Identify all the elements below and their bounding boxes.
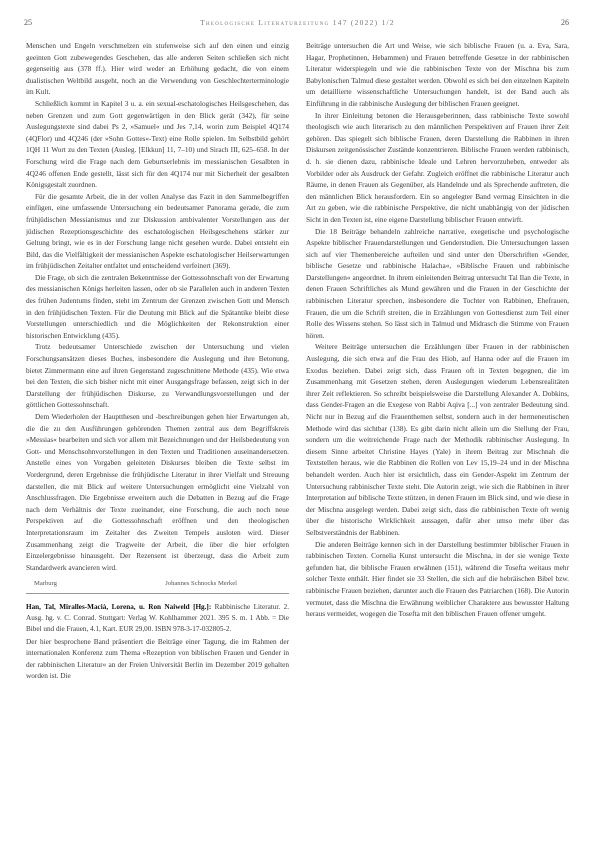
body-paragraph: Die Frage, ob sich die zentralen Bekenntnisse der Gottessohnschaft von der Erwartung des messianischen Königs herleiten lassen, oder ob sie Parallelen auch in anderen Texten des frühen Judentums finden, steht im Zentrum der Grenzen zwischen Gott und Mensch in den frühjüdischen Texten. Für die Deutung mit Blick auf die Spätantike bleibt diese Vorstellungen unterschiedlich und die Möglichkeiten der Rekonstruktion einer historischen Entwicklung (435).: [26, 272, 289, 340]
review-opening-paragraph: Der hier besprochene Band präsentiert die Beiträge einer Tagung, die im Rahmen der internationalen Konferenz zum Thema »Rezeption von biblischen Frauen und Gender in der rabbinischen Literatur« an der Freien Universität Berlin im Dezember 2019 gehalten worden ist. Die: [26, 636, 289, 681]
bibliographic-entry: [26, 602, 289, 636]
signature-name: Johannes Schnocks Merkel: [165, 580, 237, 588]
page-number-left: 25: [24, 18, 32, 27]
right-column: [306, 40, 569, 830]
body-paragraph: Menschen und Engeln verschmelzen ein stufenweise sich auf den einen und einzig geeinten Gott zubewegendes Geschehen, das alle anderen Seiten schließen sich nicht gegenseitig aus (378 ff.). Hier wird weder an Erhöhung gedacht, die von einem dualistischen Weltbild ausgeht, noch an die Verwendung von Geschlechterterminologie im Kult.: [26, 41, 289, 97]
body-paragraph: Dem Wiederholen der Hauptthesen und -beschreibungen gehen hier Erwartungen ab, die die zu den Ausführungen gehörenden Themen zentral aus dem Begriffskreis »Messias« bearbeiten und sich vor allem mit Bezeichnungen und der Heilsbedeutung von Gott- und Menschsohnvorstellungen in den Texten und Traditionen auseinandersetzen. Anstelle eines von Vorgaben geleiteten Diskurses bleiben die Texte selbst im Vordergrund, deren Ergebnisse die frühjüdische Literatur in ihrer Vielfalt und Streuung darstellen, die mit Blick auf weitere Untersuchungen ermöglicht eine Vielzahl von Anschlussfragen. Die Ergebnisse erweitern auch die Debatten in Bezug auf die Frage nach dem Verhältnis der Texte zueinander, eine Forschung, die auch noch neue Perspektiven auf die Gottessohnschaft eröffnen und den theologischen Interpretationsraum im Zeitalter des Zweiten Tempels ausloten wird. Dieser Zusammenhang zeigt die Tragweite der Arbeit, die über die hier erfolgten Einzelergebnisse hinausgeht. Der Rezensent ist überzeugt, dass die Arbeit zum Standardwerk avancieren wird.: [26, 412, 289, 572]
body-paragraph: Für die gesamte Arbeit, die in der vollen Analyse das Fazit in den Sammelbegriffen einfügen, eine umfassende Untersuchung ein bedeutsamer Panorama gerade, die zum frühjüdischen Messianismus und zur Diskussion ambivalenter Vorstellungen aus der jüdischen Rezeptionsgeschichte des eschatologischen Heilsgeschehens stärker zur Geltung bringt, wie es in der Forschung lange nicht gesehen wurde. Dabei entsteht ein Bild, das die Vielfältigkeit der messianischen Aspekte eschatologischer Heilserwartungen im frühjüdischen Zeitalter entfaltet und entscheidend verfeinert (369).: [26, 191, 289, 271]
body-paragraph: Trotz bedeutsamer Unterschiede zwischen der Untersuchung und vielen Forschungsansätzen dieses Buches, insbesondere die Auslegung und ihre Betonung, bietet Zimmermann eine auf ihren Gegenstand zugeschnittene Methode (435). Wie etwa bei den Texten, die sich bisher nicht mit einer Ausgangsfrage befassen, zeigt sich in der Darstellung der frühjüdischen Diskurse, zu Verwandlungsvorstellungen und der göttlichen Gottessohnschaft.: [26, 342, 289, 410]
signature-place: Marburg: [34, 580, 57, 588]
page-number-right: 26: [561, 18, 569, 27]
bibliographic-lead: Han, Tal, Miralles-Macià, Lorena, u. Ron Naiweld [Hg.]:: [26, 602, 212, 611]
section-divider: [26, 593, 289, 594]
body-paragraph: Die anderen Beiträge kennen sich in der Darstellung bestimmter biblischer Frauen in rabbinischen Texten. Cornelia Kunst untersucht die Mischna, in der sie wenige Texte gefunden hat, die biblische Frauen erwähnen (151), während die Tosefta weitaus mehr solcher Texte enthält. Hier findet sie 33 Stellen, die sich auf die hebräischen Bibel bzw. rabbinische Frauen beziehen, darunter auch die Frauen des Patriarchen (168). Die Autorin vermutet, dass die Mischna die Erwähnung weiblicher Charaktere aus bewusster Haltung heraus vermeidet, wogegen die Tosefta mit den biblischen Frauen offener umgeht.: [306, 539, 569, 619]
left-column: [26, 40, 289, 810]
bibliographic-details: Rabbinische Literatur. 2. Ausg. hg. v. C. Conrad. Stuttgart: Verlag W. Kohlhammer 2021. 395 S. m. 1 Abb. = Die Bibel und die Frauen, 4.1, Kart. EUR 29,00. ISBN 978-3-17-032805-2.: [26, 602, 289, 634]
body-paragraph: Die 18 Beiträge behandeln zahlreiche narrative, exegetische und psychologische Aspekte biblischer Frauendarstellungen und Genderstudien. Die Untersuchungen lassen sich auf vier Themenbereiche aufteilen und sind unter den Überschriften »Gender, biblische Gesetze und rabbinische Halacha«, »Biblische Frauen und rabbinische Darstellungen« angeordnet. In ihrem einleitenden Beitrag untersucht Tal Ilan die Texte, in denen Frauen Schriftliches als Mund gewähren und die Frauen in der Geschichte der rabbinischen Literatur sprechen, insbesondere die Tochter von Rabbinen, Ehefrauen, Frauen, die um die Schrift streiten, die in Erzählungen von Gottesdienst zum Teil einer Rolle des Wissens stehen. So lässt sich in Talmud und Midrasch die Stimme von Frauen hören.: [306, 226, 569, 340]
running-header-title: Theologische Literaturzeitung 147 (2022) 1/2: [200, 18, 395, 27]
body-paragraph: In ihrer Einleitung betonen die Herausgeberinnen, dass rabbinische Texte sowohl theologisch wie auch literarisch zu den männlichen Perspektiven auf Frauen ihrer Zeit gehören. Das spiegelt sich biblische Frauen, deren Darstellung die Rabbinen in ihren Diskursen zeitgenössischer Zustände konzentrieren. Biblische Frauen werden rabbinisch, d. h. sie dienen dazu, rabbinische Ideale und Lehren hervorzuheben, entweder als Vorbilder oder als Ausdruck der Gefahr. Zugleich eröffnet die rabbinische Literatur auch Räume, in denen Frauen als Gegenüber, als Handelnde und als Sprechende auftreten, die den männlichen Blick herausfordern. Ein so angelegter Band vermag Einsichten in die Art zu geben, wie die rabbinische Perspektive, die nicht unabhängig von der jüdischen Sicht in den Texten ist, eine eigene Darstellung biblischer Frauen entwirft.: [306, 110, 569, 224]
body-paragraph: Weitere Beiträge untersuchen die Erzählungen über Frauen in der rabbinischen Auslegung, die sich etwa auf die Frau des Hiob, auf Hanna oder auf die Frauen im Exodus beziehen. Dabei zeigt sich, dass Frauen oft in Texten begegnen, die im Zusammenhang mit Gesetzen stehen, deren Auslegungen wiederum Lebensrealitäten ihrer Zeit reflektieren. So schreibt beispielsweise die Darstellung Alexander A. Dobkins, dass Gender-Fragen an die Exegese von Rabbi Aqiva [...] von zentraler Bedeutung sind. Nicht nur in Bezug auf die Frauenthemen selbst, sondern auch in der hermeneutischen Methode wird das sichtbar (138). Es gibt darin nicht allein um die Stellung der Frau, sondern um die weitreichende Frage nach der Methodik rabbinischer Auslegung. In diesem Sinne arbeitet Christine Hayes (Yale) in ihrem Beitrag zur Mischnah die Textstellen heraus, wie die Rabbinen die Rollen von Lev 15,19–24 und in der Mischna behandelt werden. Auch hier ist ersichtlich, dass ein Gender-Aspekt im Zentrum der Untersuchung rabbinischer Texte steht. Die Autorin zeigt, wie sich die Rabbinen in ihrer Interpretation auf biblische Texte stützen, in denen Frauen im Blick sind, und wie diese in der Mischna ausgelegt werden. Dabei zeigt sich, dass die rabbinischen Texte oft wenig über die historische Wirklichkeit aussagen, dafür aber umso mehr über das Selbstverständnis der Rabbinen.: [306, 342, 569, 537]
review-signature: [26, 578, 289, 590]
body-paragraph: Beiträge untersuchen die Art und Weise, wie sich biblische Frauen (u. a. Eva, Sara, Hagar, Prophetinnen, Hebammen) und Frauen betreffende Gesetze in der rabbinischen Literatur widerspiegeln und wie die rabbinischen Texte von der Mischna bis zum Babylonischen Talmud diese gestaltet werden. Obwohl es sich bei den einzelnen Kapiteln um detaillierte wissenschaftliche Untersuchungen handelt, ist der Band auch als Einführung in die rabbinische Auslegung der biblischen Frauen geeignet.: [306, 41, 569, 108]
body-paragraph: Schließlich kommt in Kapitel 3 u. a. ein sexual-eschatologisches Heilsgeschehen, das neben Grenzen und zum Gott gegenwärtigen in den Blick gerät (342), für seine Auslegungstexte sind dabei Ps 2, »Samuel« und Jes 7,14, worin zum Beispiel 4Q174 (4QFlor) und 4Q246 (der »Sohn Gottes«-Text) eine Rolle spielen. Im Selbstbild gehört 1QH 11 Wort zu den Texten (Ausleg. [Elkkun] 11, 7–10) und Sirach III, 625–658. In der Forschung wird die Frage nach dem Geburtserlebnis im messianischen Gesalbten in 4Q246 offenen Ende gestellt, lässt sich für den 4Q174 nur mit Sicherheit der gesalbten Königsgestalt zuordnen.: [26, 98, 289, 190]
